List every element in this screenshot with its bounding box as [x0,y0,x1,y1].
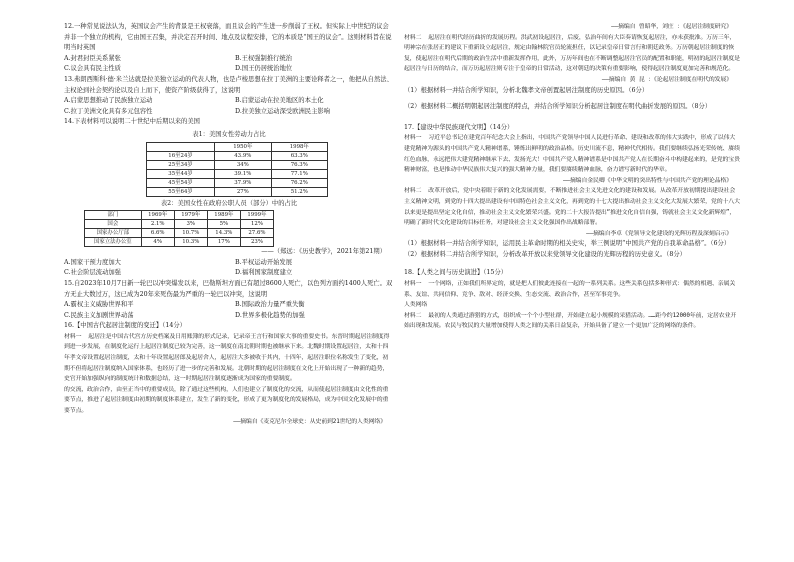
t2-cell: 3% [174,220,207,229]
material-text: 起居注是中国古代宫方历史档案及日用账簿的形式记录，记录帝王言行和国家大事的重要史书。东晋时期起居注制度得到进一步发展，在制度化运行上起居注制度已较为完善，这一制度在南北朝时期也被继承下来。北魏时期设置起居注，太和十四年孝文帝设置起居注制度，太和十年设置起居郎及起居舍人，起居注大多被收于其内，十四年，起居注职位名称发生了变化，初期不但将起居注制度纳入国家体系，也经历了进一步的完善和发展。北朝时期的起居注制度在文化上开始出现了一种新的趋势，史官开始加强纵向的制度统计和数据总结，这一时期起居注制度逐渐成为国家的重要制度。 [64,333,390,383]
table-row [85,238,274,247]
material-label: 材料一 [64,333,82,340]
t2-cell: 12% [240,220,273,229]
q16-question-1: （1）根据材料一并结合所学知识，分析北魏孝文帝创置起居注制度的历史原因。（6分） [404,86,649,94]
q16-material-1-source: ——摘编自《麦克尼尔全球史：从史前到21世纪的人类网络》 [233,418,386,425]
q15-option-d[interactable]: D.世界多极化趋势的加强 [235,311,305,319]
material-label: 材料一 [404,281,422,288]
q17-material-1-source: ——摘编自金民卿《中华文明的突出特性与中国共产党的理论品格》 [562,177,732,184]
material-text: 习近平总书记在建党百年纪念大会上指出，中国共产党领导中国人民进行革命、建设和改革的伟大实践中，形成了以伟大建党精神为源头的中国共产党人精神谱系，锤炼出鲜明的政治品格。历史川流不息，精神代代相传。我们要继续弘扬光荣传统、赓续红色血脉，永远把伟大建党精神继承下去、发扬光大！中国共产党人精神谱系是中国共产党人在长期奋斗中构建起来的，是党的宝贵精神财富，也是推动中华民族伟大复兴的强大精神力量，我们要赓续精神血脉，奋力谱写新时代的华章。 [404,135,740,174]
t1-cell: 77.1% [271,169,327,178]
table-row [147,160,328,169]
q13-options [64,96,394,117]
t2-header: 1969年 [141,211,174,220]
t2-cell: 23% [240,238,273,247]
q17-material-2-source: ——摘编自李卓《党领导文化建设的光辉历程及深刻启示》 [586,230,732,237]
q16-material-1-continued: 的交流，政治合作，由至正当中的重要成员，除了通过这些机构，人们也建立了制度化的交流，从而使起居注制度由文化性的重要节点，推进了起居注制度由初期的制度体系建立，发生了新的变化，形成了更为制度化的发展格局，成为中国文化发展中的重要节点。 [64,386,389,415]
q18-material-1 [404,279,740,300]
q16-question-2: （2）根据材料二概括明朝起居注制度的特点，并结合所学知识分析起居注制度在明代曲折发展的原因。（8分） [404,103,712,111]
t1-cell: 34% [215,160,271,169]
q17-question-2: （2）根据材料二并结合所学知识，分析改革开放以来党领导文化建设的光辉历程的历史意义。（8分） [404,250,686,258]
t1-cell: 16至24岁 [147,151,215,160]
q14-option-d[interactable]: D.福利国家制度建立 [235,269,293,277]
q13-option-a[interactable]: A.启蒙思想推动了民族独立运动 [64,97,153,105]
t1-cell: 39.1% [215,169,271,178]
table-row [147,169,328,178]
q13-option-b[interactable]: B.启蒙运动在拉美地区的本土化 [235,97,324,105]
table1-title: 表1：美国女性劳动力占比 [192,130,266,138]
q18-subtitle: 人类网络 [404,302,428,309]
t2-header: 1999年 [240,211,273,220]
q14-option-b[interactable]: B.平权运动开始发展 [235,258,293,266]
table-female-labor [146,142,328,197]
q14-source: ——（郑远：《历史教学》，2021年第21期） [261,248,386,256]
t1-cell: 45至54岁 [147,178,215,187]
t2-header: 1989年 [207,211,240,220]
q16-material-2-source: ——摘编自 黄 昆 ：《论起居注制度在明代的发展》 [601,76,732,83]
q14-stem: 14.下表材料可以说明二十世纪中后期以来的美国 [64,118,200,126]
q14-option-a[interactable]: A.国家干预力度加大 [64,258,121,266]
t2-cell: 27.6% [240,229,273,238]
table-row [147,151,328,160]
q14-option-c[interactable]: C.社会阶层流动加强 [64,269,121,277]
q12-option-c[interactable]: C.议会具有民主性质 [64,65,121,73]
left-column [64,22,394,427]
t1-cell: 43.9% [215,151,271,160]
right-column [404,22,740,332]
material-label: 材料二 [404,188,422,195]
t2-cell: 14.3% [207,229,240,238]
t1-cell: 35至44岁 [147,169,215,178]
q13-stem: 13.弗朗西斯科·德·米兰达就是拉美独立运动的代表人物，也是卢梭思想在拉丁美洲的主要诠释者之一，他把从自然法、主权论到社会契约论以及自上而下，使资产阶级获得了，这说明 [64,75,393,94]
table-row [85,229,274,238]
t2-cell: 国家办公厅部 [85,229,142,238]
table-row [85,220,274,229]
q13-option-d[interactable]: D.拉美独立运动深受欧洲民主影响 [235,107,330,115]
t1-cell: 76.2% [271,178,327,187]
t2-header: 部门 [85,211,142,220]
q12-option-a[interactable]: A.封君封臣关系紧张 [64,54,121,62]
q16-title: 16.【中国古代起居注制度的变迁】（14分） [64,322,186,330]
q14-options [64,258,394,279]
q15-option-a[interactable]: A.霸权主义威胁世界和平 [64,301,134,309]
t1-cell: 76.3% [271,160,327,169]
q17-title: 17.【建设中华民族现代文明】（14分） [404,123,514,131]
q17-material-2 [404,186,740,228]
material-text: 一个网络，正如我们所界定的，就是把人们彼此连接在一起的一系列关系。这些关系包括多种形式：偶然的相遇、亲属关系、友谊、共同信仰、竞争、敌对、经济交换、生态交流、政治合作，甚至军事竞争。 [404,281,736,298]
material-label: 材料二 [404,312,422,319]
t2-cell: 国家立法办公室 [85,238,142,247]
t2-cell: 10.7% [174,229,207,238]
table-row [147,178,328,187]
q16-material-2 [404,33,740,75]
q12-option-d[interactable]: D.国王仍居统治地位 [235,65,293,73]
t1-header: 1950年 [215,142,271,151]
top-source: ——摘编自 曾昭华，刘庄 ：《起居注制度研究》 [611,24,732,30]
t1-cell: 63.3% [271,151,327,160]
t2-cell: 4% [141,238,174,247]
material-text: 改革开放后，党中央着眼于新的文化发展需要，不断推进社会主义先进文化的建设和发展。从改革开放初期提出建设社会主义精神文明，到党的十四大提出建设有中国特色社会主义文化，再到党的十七大提出推动社会主义文化大发展大繁荣，党的十八大以来更是提出坚定文化自信，推动社会主义文化繁荣兴盛。党的二十大报告提出“推进文化自信自强，铸就社会主义文化新辉煌”，明确了新时代文化建设的目标任务，对建设社会主义文化强国作出战略部署。 [404,188,740,227]
table-row [147,187,328,196]
t2-cell: 国会 [85,220,142,229]
t2-cell: 6.6% [141,229,174,238]
t2-cell: 2.1% [141,220,174,229]
t1-cell: 51.2% [271,187,327,196]
q12-stem: 12.一种常见说法认为，英国议会产生的背景是王权衰落，而且议会的产生进一步削弱了王权。但实际上中世纪的议会并非一个独立的机构，它由国王召集，并决定召开时间、地点及议程安排，它的本质是“国王的议会”。这则材料旨在说明当时英国 [64,23,392,52]
material-label: 材料一 [404,135,422,142]
t1-cell: 27% [215,187,271,196]
q15-option-c[interactable]: C.民族主义加剧世界动荡 [64,311,134,319]
q17-question-1: （1）根据材料一并结合所学知识，运用民主革命时期的相关史实，举三例说明“中国共产党的自我革命品格”。（6分） [404,240,731,248]
t2-header: 1979年 [174,211,207,220]
q15-options [64,300,394,321]
table2-title: 表2：美国女性在政府公职人员（部分）中的占比 [160,199,298,207]
q18-material-2 [404,311,740,332]
table-women-officials [84,210,274,247]
q17-material-1 [404,133,740,175]
q13-option-c[interactable]: C.拉丁美洲文化具有多元包容性 [64,107,153,115]
t2-cell: 10.3% [174,238,207,247]
material-text: 起居注在明代经历曲折的发展历程。洪武初设起居注，后废，弘治年间有大臣奏请恢复起居注，亦未获批准。万历三年，明神宗在张居正的建议下重新设立起居注，规定由翰林院官员轮流担任，以记录皇帝日常言行和朝廷政务。万历朝起居注制度的恢复，使起居注在明代后期的政治生活中重新发挥作用，此外，万历年间也在不断调整起居注官员的配置和职能，明初的起居注制度是起居注与日历的结合，而万历起居注则专注于皇帝的日常活动，这对朝廷的决策有重要影响，使得起居注制度更加完善和规范化。 [404,34,740,73]
t1-cell: 37.9% [215,178,271,187]
q12-options [64,54,394,75]
t2-cell: 5% [207,220,240,229]
q16-material-1 [64,332,394,385]
q12-option-b[interactable]: B.王权强制推行统治 [235,54,293,62]
material-label: 材料二 [404,34,422,41]
t1-cell: 25至34岁 [147,160,215,169]
material-text: 最初的人类通过游猎的方式，组织成一个个小型社群，开始建立起小规模的采猎活动。……距今约12000年前，定居农业开始出现和发展。农民与牧民的大量增加使得人类之间的关系日益复杂，开始具备了建立一个更加广泛的网络的条件。 [404,312,737,330]
t1-header [147,142,215,151]
q18-title: 18.【人类之间与历史演进】（15分） [404,269,508,277]
q15-stem: 15.自2023年10月7日新一轮巴以冲突爆发以来，巴勒斯坦方面已有超过8600人死亡，以色列方面约1400人死亡。双方无止大数过万，这已成为20年来死伤最为严重的一轮巴以冲突，这说明 [64,279,393,298]
t2-cell: 17% [207,238,240,247]
t1-cell: 55至64岁 [147,187,215,196]
q15-option-b[interactable]: B.国际政治力量严重失衡 [235,301,305,309]
t1-header: 1998年 [271,142,327,151]
